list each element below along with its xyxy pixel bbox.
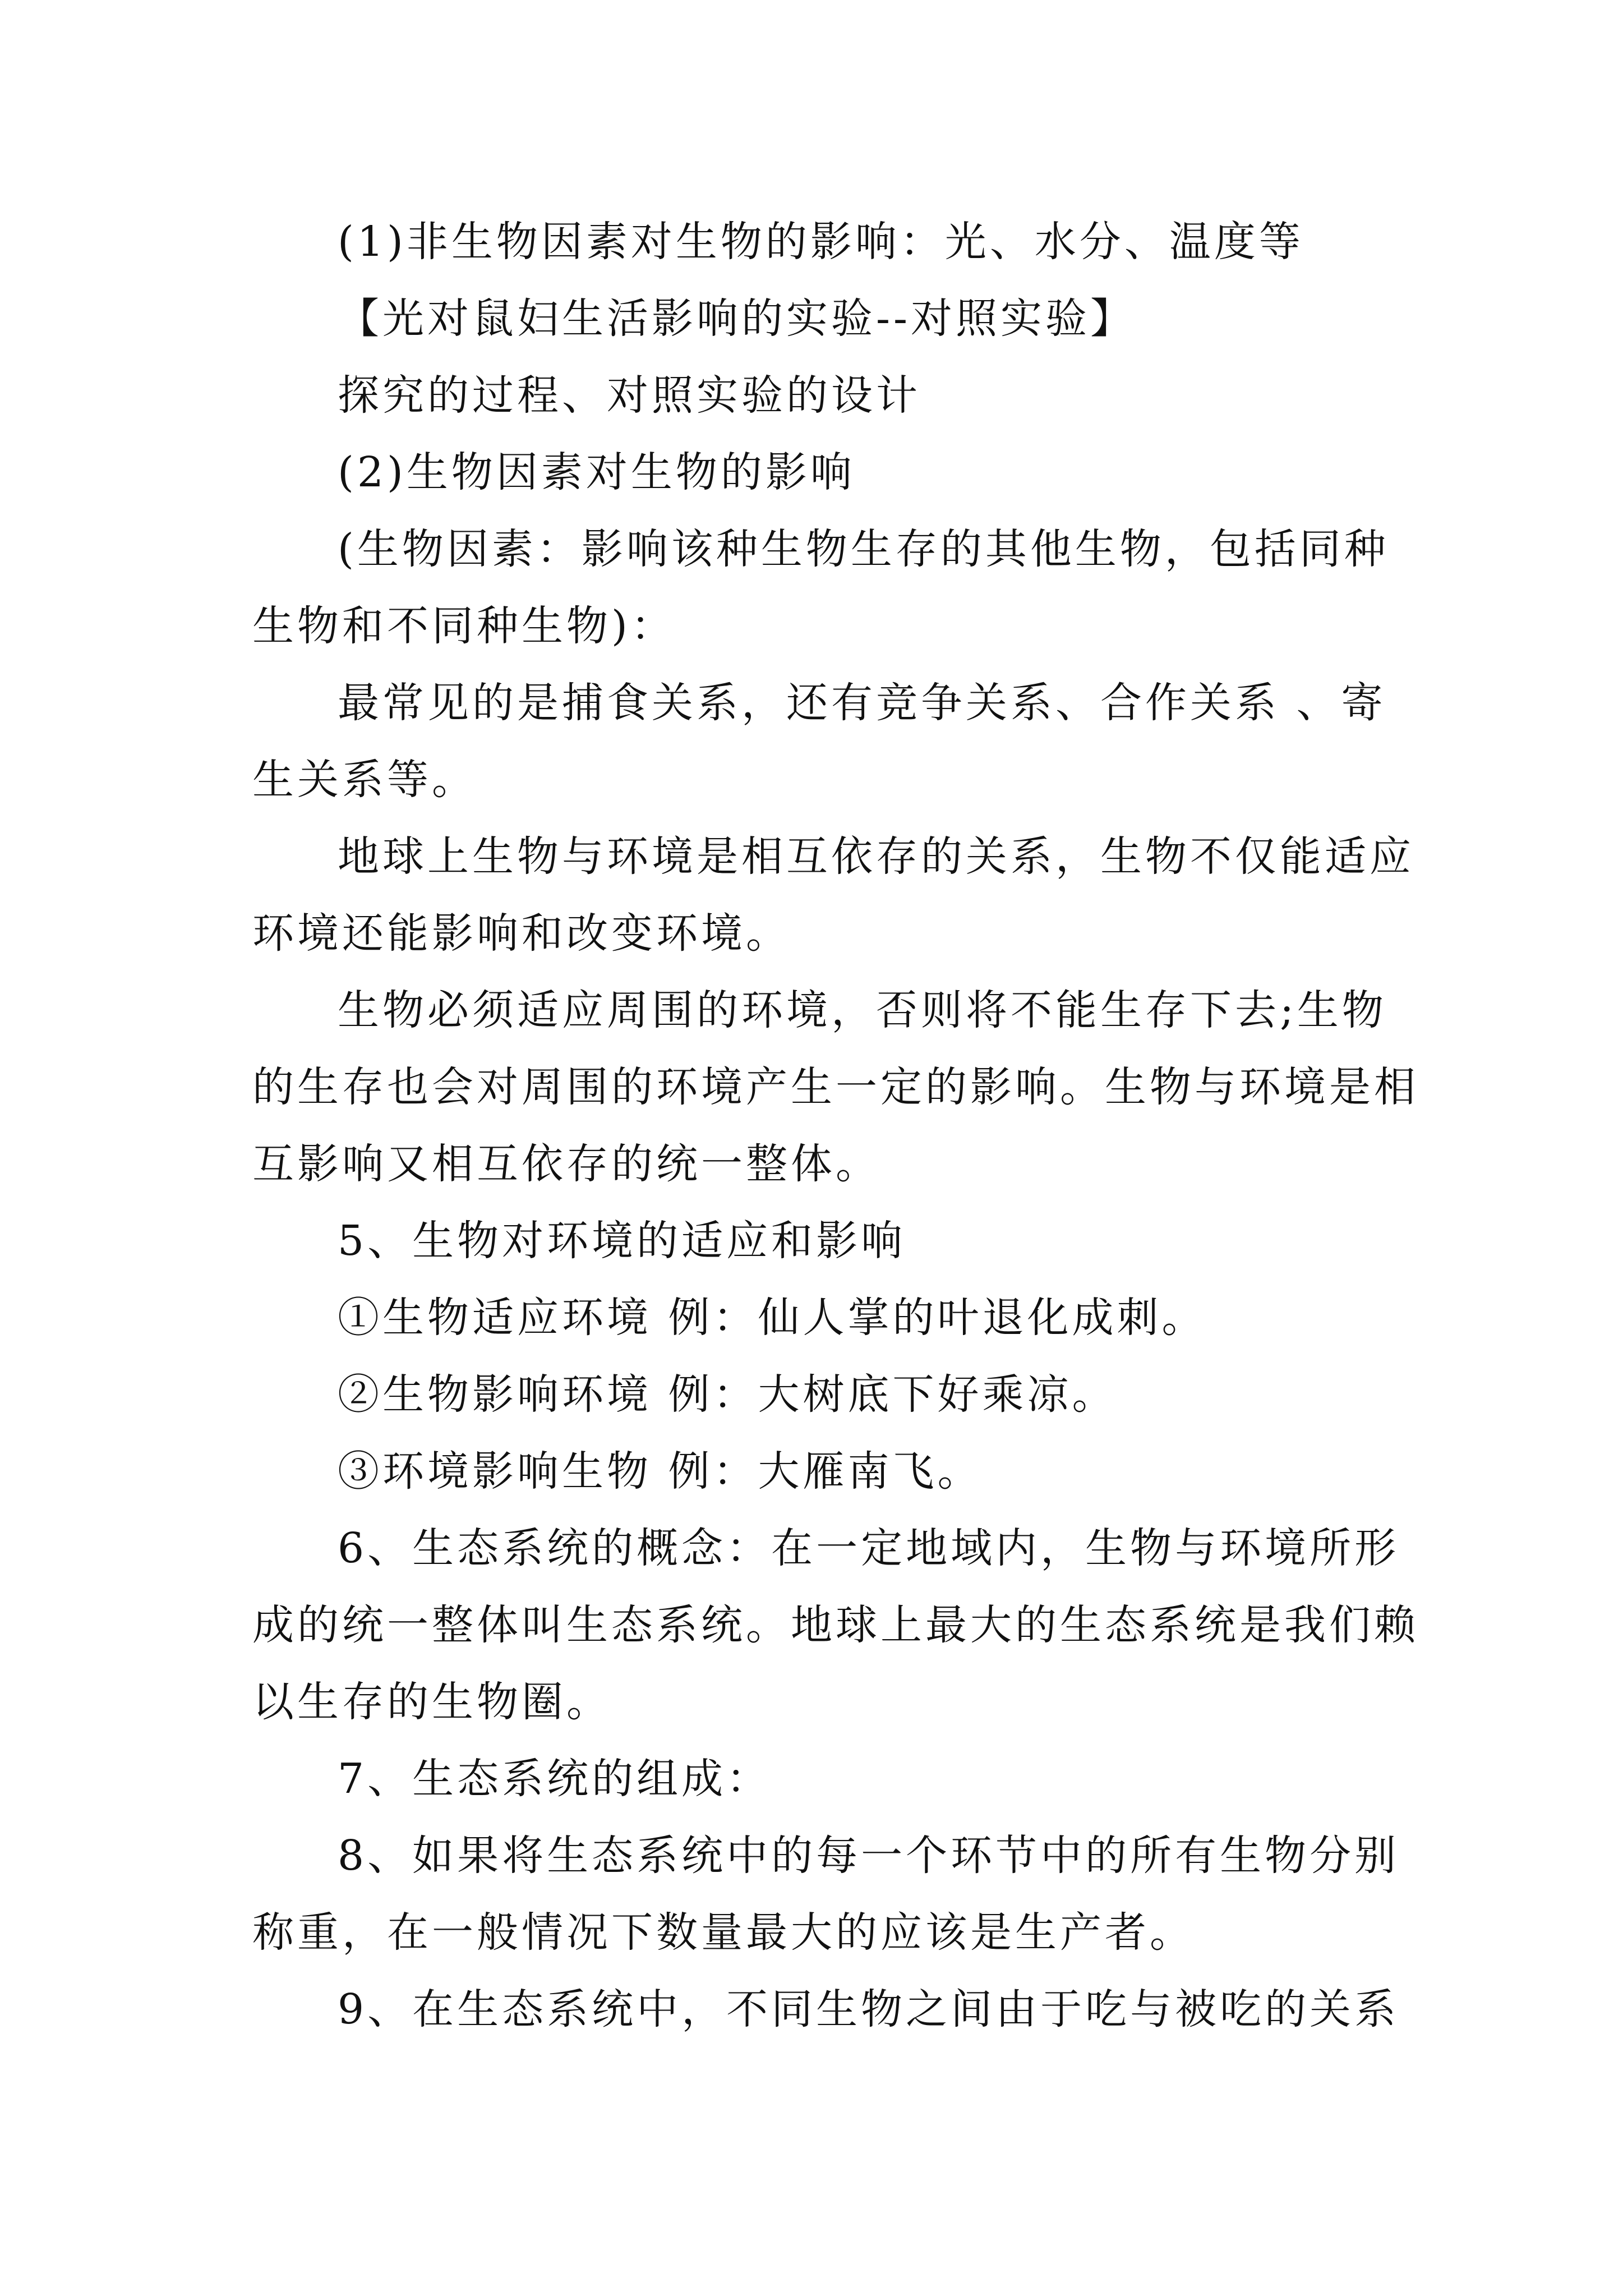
text-line: 地球上生物与环境是相互依存的关系，生物不仅能适应 [338, 832, 1414, 881]
text-line: 探究的过程、对照实验的设计 [338, 371, 921, 420]
text-line: 称重，在一般情况下数量最大的应该是生产者。 [252, 1908, 1195, 1957]
text-line: 以生存的生物圈。 [252, 1678, 611, 1726]
text-line: 生关系等。 [252, 756, 477, 804]
text-line: 6、生态系统的概念：在一定地域内，生物与环境所形 [338, 1524, 1400, 1572]
text-line: 生物必须适应周围的环境，否则将不能生存下去;生物 [338, 986, 1387, 1034]
text-line: 最常见的是捕食关系，还有竞争关系、合作关系 、寄 [338, 679, 1386, 727]
text-line: ③环境影响生物 例：大雁南飞。 [338, 1447, 983, 1496]
text-line: 环境还能影响和改变环境。 [252, 909, 791, 958]
text-line: 9、在生态系统中，不同生物之间由于吃与被吃的关系 [338, 1985, 1400, 2033]
text-line: ②生物影响环境 例：大树底下好乘凉。 [338, 1370, 1117, 1419]
text-line: 5、生物对环境的适应和影响 [338, 1217, 906, 1265]
text-line: 成的统一整体叫生态系统。地球上最大的生态系统是我们赖 [252, 1601, 1419, 1649]
text-line: (2)生物因素对生物的影响 [338, 448, 855, 496]
text-line: (生物因素：影响该种生物生存的其他生物，包括同种 [338, 525, 1389, 573]
text-line: 的生存也会对周围的环境产生一定的影响。生物与环境是相 [252, 1063, 1419, 1111]
text-line: 【光对鼠妇生活影响的实验--对照实验】 [338, 295, 1136, 343]
text-line: 生物和不同种生物)： [252, 602, 676, 650]
text-line: ①生物适应环境 例：仙人掌的叶退化成刺。 [338, 1294, 1207, 1342]
text-line: (1)非生物因素对生物的影响：光、水分、温度等 [338, 218, 1304, 266]
text-line: 7、生态系统的组成： [338, 1755, 772, 1803]
text-line: 8、如果将生态系统中的每一个环节中的所有生物分别 [338, 1832, 1400, 1880]
text-line: 互影响又相互依存的统一整体。 [252, 1140, 880, 1188]
